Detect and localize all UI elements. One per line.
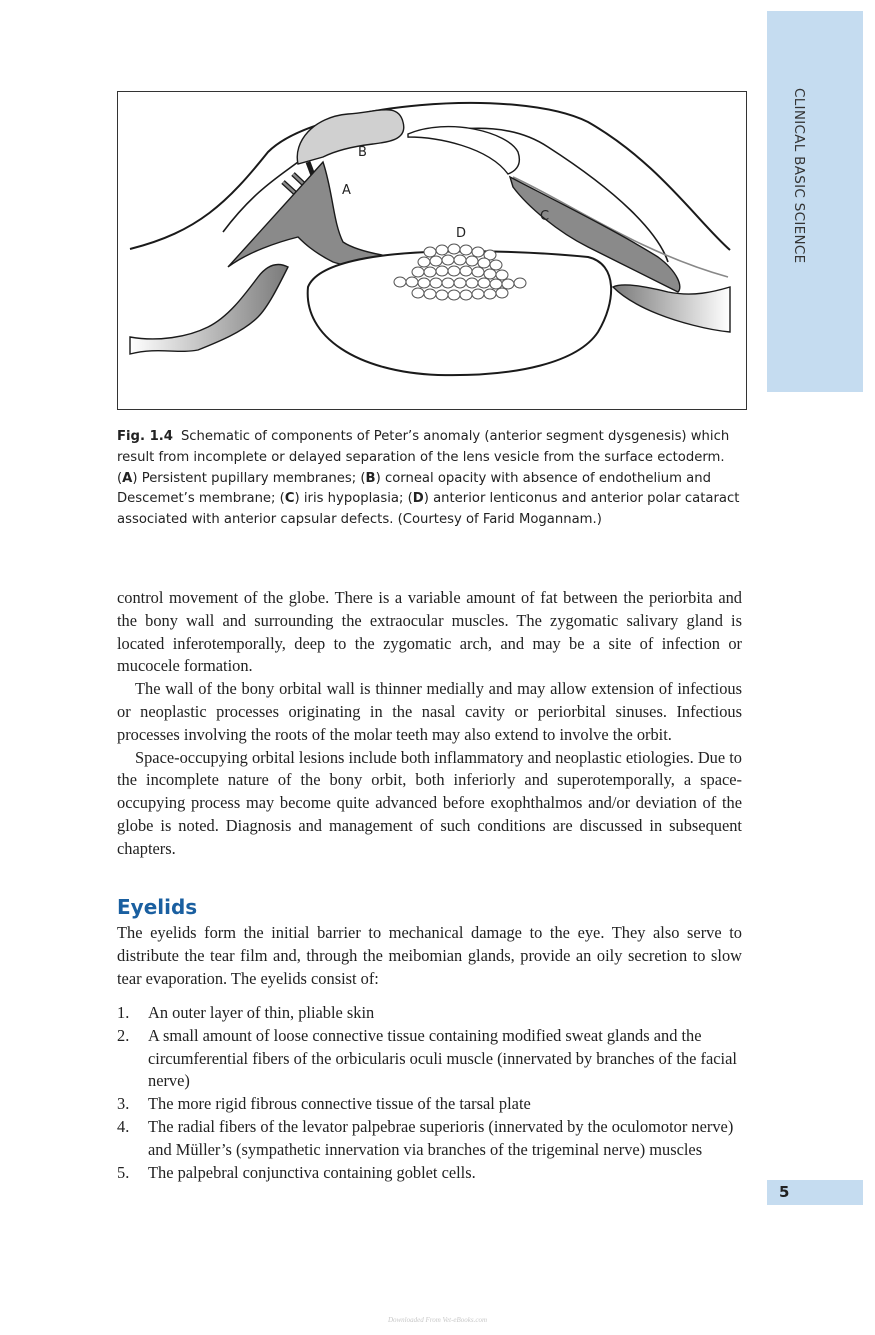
caption-key-d: D [412, 491, 424, 507]
list-text: The more rigid fibrous connective tissue of the tarsal plate [148, 1094, 531, 1114]
cornea-outer [130, 103, 730, 250]
iris-left [228, 162, 418, 268]
caption-text-4: ) iris hypoplasia; ( [294, 491, 413, 507]
side-tab [767, 11, 863, 392]
caption-text-3: ) corneal opacity with absence of endothelium and Descemet’s membrane; ( [117, 470, 711, 507]
corneal-opacity [297, 110, 404, 164]
eyelid-layers-list [117, 1002, 742, 1184]
figure-peters-anomaly [117, 91, 747, 410]
list-item [117, 1162, 742, 1185]
caption-key-c: C [284, 491, 295, 507]
eye-schematic [118, 92, 746, 409]
figure-caption [117, 427, 747, 531]
label-a: A [342, 183, 351, 198]
list-item [117, 1002, 742, 1025]
page-number: 5 [779, 1183, 790, 1201]
caption-key-b: B [365, 470, 376, 486]
list-text: The palpebral conjunctiva containing goblet cells. [148, 1162, 476, 1182]
paragraph: Space-occupying orbital lesions include both inflammatory and neoplastic etiologies. Due to the incomplete nature of the bony orbit, both inferiorly and superotemporally, a space-occupying process may become quite advanced before exophthalmos and/or deviation of the globe is noted. Diagnosis and management of such conditions are discussed in subsequent chapters. [117, 747, 742, 858]
list-number: 1. [117, 1003, 130, 1022]
caption-text-5: ) anterior lenticonus and anterior polar cataract associated with anterior capsular defects. (Courtesy of Farid Mogannam.) [117, 491, 740, 528]
list-item [117, 1116, 742, 1162]
list-number: 2. [117, 1025, 130, 1045]
paragraph: The wall of the bony orbital wall is thinner medially and may allow extension of infectious or neoplastic processes originating in the nasal cavity or periorbital sinuses. Infectious processes involving the roots of the molar teeth may also extend to involve the orbit. [117, 679, 742, 744]
section-intro [117, 922, 742, 990]
list-text: A small amount of loose connective tissue containing modified sweat glands and the circumferential fibers of the orbicularis oculi muscle (innervated by branches of the facial nerve) [148, 1025, 737, 1091]
figure-label: Fig. 1.4 [117, 429, 173, 444]
list-item [117, 1025, 742, 1093]
list-text: The radial fibers of the levator palpebrae superioris (innervated by the oculomotor nerve) and Müller’s (sympathetic innervation via branches of the trigeminal nerve) muscles [148, 1116, 734, 1159]
ciliary-left [130, 264, 288, 354]
body-text [117, 587, 742, 861]
side-tab-label: CLINICAL BASIC SCIENCE [791, 88, 807, 264]
label-c: C [540, 209, 550, 224]
list-text: An outer layer of thin, pliable skin [148, 1003, 375, 1022]
label-b: B [358, 145, 367, 160]
paragraph: The eyelids form the initial barrier to mechanical damage to the eye. They also serve to distribute the tear film and, through the meibomian glands, provide an oily secretion to slow tear evaporation. The eyelids consist of: [117, 923, 742, 988]
caption-text-2: ) Persistent pupillary membranes; ( [132, 470, 366, 486]
list-number: 4. [117, 1116, 130, 1136]
list-item [117, 1093, 742, 1116]
endothelium-defect [408, 127, 519, 174]
list-number: 3. [117, 1094, 130, 1114]
list-number: 5. [117, 1162, 130, 1182]
paragraph: control movement of the globe. There is a variable amount of fat between the periorbita and the bony wall and surrounding the extraocular muscles. The zygomatic salivary gland is located inferotemporally, deep to the zygomatic arch, and may be a site of infection or mucocele formation. [117, 588, 742, 676]
ciliary-right [613, 285, 730, 332]
caption-text-1: Schematic of components of Peter’s anomaly (anterior segment dysgenesis) which result from incomplete or delayed separation of the lens vesicle from the surface ectoderm. ( [117, 429, 730, 486]
footer-watermark: Downloaded From Vet-eBooks.com [387, 1316, 488, 1324]
label-d: D [456, 226, 467, 241]
section-heading: Eyelids [117, 895, 198, 919]
caption-key-a: A [122, 470, 133, 486]
